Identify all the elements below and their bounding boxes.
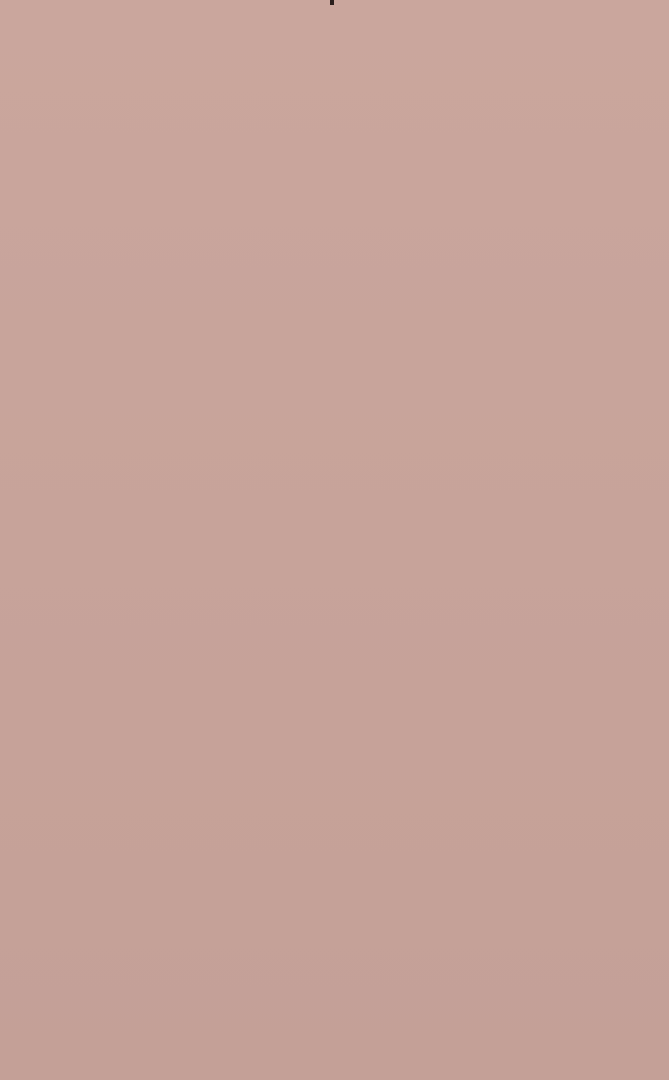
page-edge-mark [330, 0, 334, 5]
